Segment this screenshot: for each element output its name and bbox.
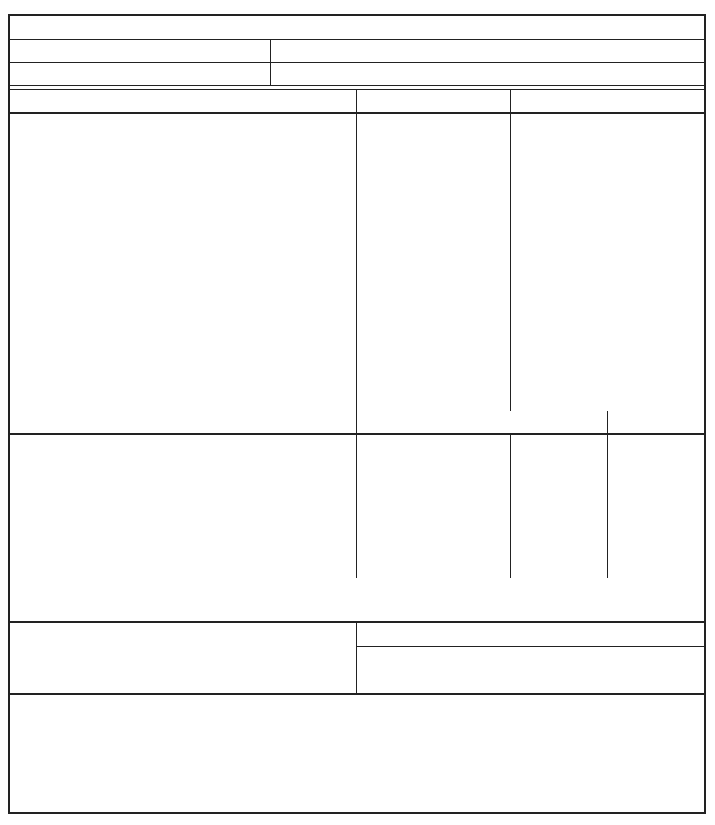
servings-per-package-value <box>270 63 706 85</box>
servings-per-package-row <box>8 63 706 86</box>
serving-label <box>8 40 270 62</box>
serving-divider <box>270 40 271 86</box>
column-divider-3 <box>607 411 608 578</box>
column-divider-1 <box>356 90 357 578</box>
column-divider-2b <box>510 435 511 578</box>
column-divider-2 <box>510 90 511 411</box>
estevia-label <box>8 623 356 693</box>
column-header-ddr <box>608 411 706 433</box>
column-header-100g <box>356 90 510 112</box>
servings-per-package-label <box>8 63 270 85</box>
column-header-portion <box>510 90 706 112</box>
serving-row <box>8 40 706 63</box>
estevia-row-1 <box>356 623 706 647</box>
serving-value <box>270 40 706 62</box>
footnote-row <box>8 578 706 623</box>
estevia-bottom-border <box>8 693 706 695</box>
ddr-header-row <box>8 411 706 435</box>
table-title <box>8 14 706 40</box>
column-header-row <box>8 90 706 114</box>
